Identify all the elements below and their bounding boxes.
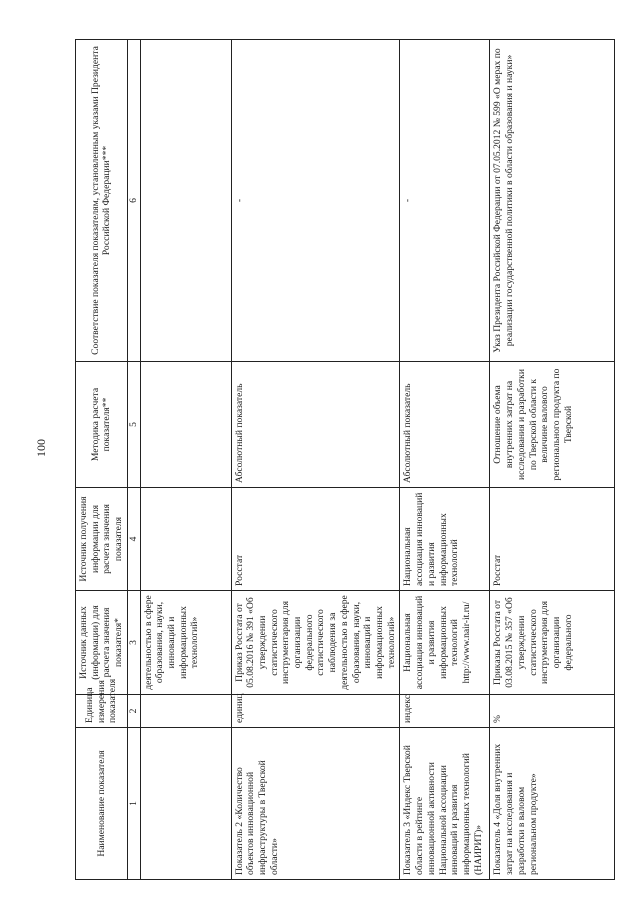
- cell-unit: %: [490, 695, 615, 728]
- column-number: 3: [127, 591, 140, 695]
- column-number: 5: [127, 362, 140, 488]
- column-number-row: [127, 40, 140, 880]
- column-number: 6: [127, 40, 140, 362]
- table-row: [140, 40, 231, 880]
- page-number: 100: [34, 439, 48, 457]
- cell-unit: единиц: [231, 695, 400, 728]
- cell-name: Показатель 3 «Индекс Тверской области в рейтинге инновационной активности Национальной ассоциации инноваций и развития информационных технологий (НАИРИТ)»: [400, 728, 490, 880]
- cell-source-data: Приказы Росстата от 03.08.2015 № 357 «Об утверждении статистического инструментария для организации федерального: [490, 591, 615, 695]
- cell-name: [140, 728, 231, 880]
- column-number: 2: [127, 695, 140, 728]
- cell-source-data: Приказ Росстата от 05.08.2016 № 391 «Об утверждении статистического инструментария для организации федерального статистического наблюдения за деятельностью в сфере образования, науки, инноваций и информационных технологий»: [231, 591, 400, 695]
- cell-source-info: Росстат: [231, 488, 400, 591]
- cell-source-data: деятельностью в сфере образования, науки, инноваций и информационных технологий»: [140, 591, 231, 695]
- cell-source-info: [140, 488, 231, 591]
- cell-method: Абсолютный показатель: [400, 362, 490, 488]
- cell-name: Показатель 4 «Доля внутренних затрат на исследования и разработки в валовом региональном продукте»: [490, 728, 615, 880]
- table-row: [400, 40, 490, 880]
- cell-source-info: Росстат: [490, 488, 615, 591]
- cell-compliance: [140, 40, 231, 362]
- table-row: [231, 40, 400, 880]
- cell-unit: индекс: [400, 695, 490, 728]
- cell-method: Отношение объема внутренних затрат на исследования и разработки по Тверской области к величине валового регионального продукта по Тверской: [490, 362, 615, 488]
- header-source-data: Источник данных (информации) для расчета значения показателя*: [76, 591, 128, 695]
- cell-name: Показатель 2 «Количество объектов инновационной инфраструктуры в Тверской области»: [231, 728, 400, 880]
- indicators-table: [75, 39, 615, 880]
- cell-compliance: -: [400, 40, 490, 362]
- header-name: Наименование показателя: [76, 728, 128, 880]
- header-source-info: Источник получения информации для расчета значения показателя: [76, 488, 128, 591]
- header-unit: Единица измерения показателя: [76, 695, 128, 728]
- header-row: [76, 40, 128, 880]
- table-row: [490, 40, 615, 880]
- header-compliance: Соответствие показателя показателям, установленным указами Президента Российской Федерации***: [76, 40, 128, 362]
- cell-method: [140, 362, 231, 488]
- cell-source-info: Национальная ассоциация инноваций и развития информационных технологий: [400, 488, 490, 591]
- cell-compliance: -: [231, 40, 400, 362]
- cell-compliance: Указ Президента Российской Федерации от 07.05.2012 № 599 «О мерах по реализации государственной политики в области образования и науки»: [490, 40, 615, 362]
- rotated-table-container: [75, 40, 615, 880]
- header-method: Методика расчета показателя**: [76, 362, 128, 488]
- cell-unit: [140, 695, 231, 728]
- cell-source-data: Национальная ассоциация инноваций и развития информационных технологий http://www.nair-it.ru/: [400, 591, 490, 695]
- column-number: 4: [127, 488, 140, 591]
- column-number: 1: [127, 728, 140, 880]
- cell-method: Абсолютный показатель: [231, 362, 400, 488]
